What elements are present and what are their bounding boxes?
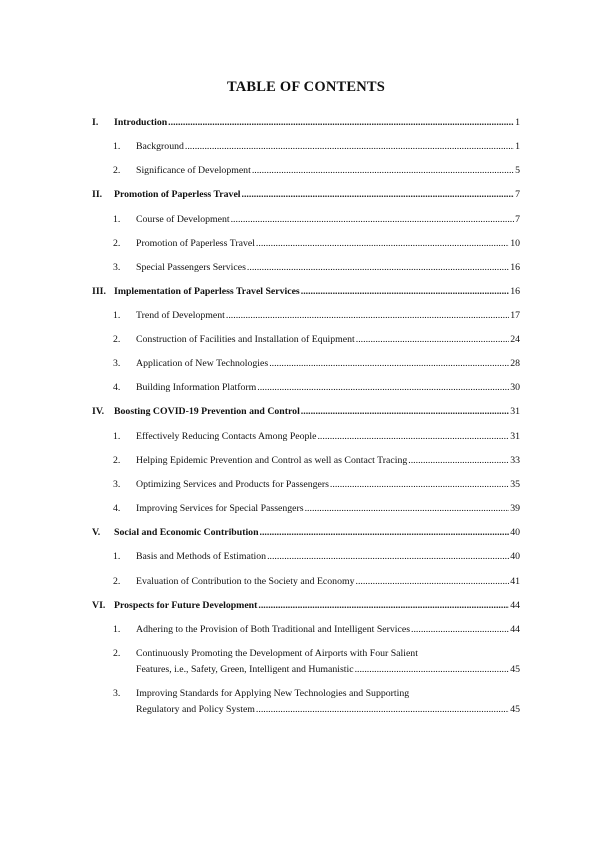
toc-entry-number: 1. [113, 431, 121, 442]
toc-entry-label: Construction of Facilities and Installation of Equipment [136, 334, 355, 345]
toc-entry-line [136, 454, 520, 468]
toc-entry-line [136, 550, 520, 564]
toc-section-entry[interactable] [92, 188, 520, 202]
toc-subsection-entry[interactable] [92, 213, 520, 227]
dot-leader [247, 261, 509, 275]
toc-entry-page-number: 28 [510, 358, 520, 369]
toc-section-entry[interactable] [92, 526, 520, 540]
toc-entry-number: 2. [113, 334, 121, 345]
toc-entry-label: Basis and Methods of Estimation [136, 551, 267, 562]
toc-entry-number: II. [92, 189, 103, 200]
toc-entry-line [136, 478, 520, 492]
toc-subsection-entry[interactable] [92, 357, 520, 371]
toc-entry-page-number: 44 [510, 624, 520, 635]
toc-subsection-entry[interactable] [92, 430, 520, 444]
dot-leader [408, 454, 509, 468]
toc-subsection-entry[interactable] [92, 647, 520, 677]
toc-section-entry[interactable] [92, 405, 520, 419]
toc-entry-page-number: 33 [510, 455, 520, 466]
toc-entry-line [136, 261, 520, 275]
toc-section-entry[interactable] [92, 599, 520, 613]
toc-entry-label: Prospects for Future Development [114, 600, 258, 611]
toc-entry-number: 4. [113, 503, 121, 514]
toc-section-entry[interactable] [92, 116, 520, 130]
dot-leader [356, 575, 510, 589]
toc-entry-line [114, 526, 520, 540]
dot-leader [260, 526, 510, 540]
toc-entry-number: 3. [113, 262, 121, 273]
dot-leader [258, 599, 509, 613]
toc-entry-line [114, 116, 520, 130]
dot-leader [355, 663, 510, 677]
toc-subsection-entry[interactable] [92, 140, 520, 154]
toc-entry-label: Background [136, 141, 184, 152]
dot-leader [411, 623, 509, 637]
toc-entry-line [136, 164, 520, 178]
toc-entry-label: Adhering to the Provision of Both Traditional and Intelligent Services [136, 624, 411, 635]
toc-entry-page-number: 7 [515, 214, 520, 225]
toc-section-entry[interactable] [92, 285, 520, 299]
toc-entry-label: Application of New Technologies [136, 358, 269, 369]
toc-entry-number: 3. [113, 688, 121, 699]
toc-entry-page-number: 30 [510, 382, 520, 393]
toc-entry-line [114, 285, 520, 299]
toc-entry-page-number: 31 [510, 431, 520, 442]
toc-subsection-entry[interactable] [92, 164, 520, 178]
toc-subsection-entry[interactable] [92, 333, 520, 347]
toc-entry-label: Evaluation of Contribution to the Society and Economy [136, 576, 355, 587]
toc-entry-label-line1: Continuously Promoting the Development of Airports with Four Salient [136, 648, 418, 659]
dot-leader [231, 213, 515, 227]
toc-entry-line [136, 703, 520, 717]
toc-entry-number: IV. [92, 406, 105, 417]
toc-entry-label: Effectively Reducing Contacts Among People [136, 431, 317, 442]
toc-entry-page-number: 16 [510, 262, 520, 273]
toc-entry-page-number: 41 [510, 576, 520, 587]
dot-leader [252, 164, 514, 178]
toc-entry-page-number: 40 [510, 527, 520, 538]
toc-entry-number: 4. [113, 382, 121, 393]
toc-entry-label: Promotion of Paperless Travel [136, 238, 255, 249]
toc-entry-number: 1. [113, 310, 121, 321]
dot-leader [301, 405, 509, 419]
page-title: TABLE OF CONTENTS [226, 79, 386, 95]
toc-entry-line [136, 502, 520, 516]
toc-entry-number: 2. [113, 238, 121, 249]
dot-leader [317, 430, 509, 444]
toc-subsection-entry[interactable] [92, 623, 520, 637]
toc-subsection-entry[interactable] [92, 261, 520, 275]
dot-leader [330, 478, 509, 492]
dot-leader [256, 237, 509, 251]
toc-subsection-entry[interactable] [92, 687, 520, 717]
toc-entry-line [136, 357, 520, 371]
toc-entry-number: 1. [113, 214, 121, 225]
toc-entry-number: 1. [113, 141, 121, 152]
toc-entry-line [114, 405, 520, 419]
dot-leader [301, 285, 509, 299]
toc-entry-page-number: 24 [510, 334, 520, 345]
toc-entry-number: 3. [113, 479, 121, 490]
dot-leader [269, 357, 509, 371]
toc-entry-page-number: 39 [510, 503, 520, 514]
dot-leader [305, 502, 510, 516]
toc-subsection-entry[interactable] [92, 381, 520, 395]
toc-entry-label: Features, i.e., Safety, Green, Intelligent and Humanistic [136, 664, 354, 675]
toc-entry-page-number: 35 [510, 479, 520, 490]
toc-entry-page-number: 5 [515, 165, 520, 176]
dot-leader [185, 140, 514, 154]
toc-subsection-entry[interactable] [92, 237, 520, 251]
toc-entry-line [136, 430, 520, 444]
toc-entry-label: Trend of Development [136, 310, 225, 321]
toc-entry-page-number: 45 [510, 704, 520, 715]
toc-entry-line [136, 309, 520, 323]
toc-entry-page-number: 44 [510, 600, 520, 611]
toc-entry-number: 2. [113, 576, 121, 587]
toc-entry-label: Implementation of Paperless Travel Services [114, 286, 300, 297]
toc-entry-number: 1. [113, 551, 121, 562]
dot-leader [168, 116, 514, 130]
toc-entry-number: 2. [113, 648, 121, 659]
toc-entry-label: Significance of Development [136, 165, 251, 176]
toc-subsection-entry[interactable] [92, 502, 520, 516]
toc-entry-page-number: 7 [515, 189, 520, 200]
toc-entry-number: VI. [92, 600, 106, 611]
toc-entry-page-number: 17 [510, 310, 520, 321]
toc-subsection-entry[interactable] [92, 550, 520, 564]
toc-entry-line [136, 575, 520, 589]
toc-entry-label: Introduction [114, 117, 168, 128]
toc-entry-number: 2. [113, 165, 121, 176]
toc-entry-label: Improving Services for Special Passengers [136, 503, 304, 514]
toc-entry-line [136, 140, 520, 154]
toc-entry-line [136, 213, 520, 227]
toc-entry-number: 1. [113, 624, 121, 635]
toc-entry-label-line1: Improving Standards for Applying New Technologies and Supporting [136, 688, 410, 699]
toc-entry-number: 2. [113, 455, 121, 466]
dot-leader [256, 703, 509, 717]
toc-entry-line [136, 663, 520, 677]
toc-entry-line [136, 333, 520, 347]
toc-entry-label: Regulatory and Policy System [136, 704, 255, 715]
toc-entry-line [114, 599, 520, 613]
toc-entry-label: Optimizing Services and Products for Passengers [136, 479, 329, 490]
toc-entry-page-number: 1 [515, 141, 520, 152]
toc-entry-label: Helping Epidemic Prevention and Control as well as Contact Tracing [136, 455, 408, 466]
toc-entry-label: Boosting COVID-19 Prevention and Control [114, 406, 300, 417]
toc-entry-page-number: 16 [510, 286, 520, 297]
dot-leader [356, 333, 509, 347]
toc-subsection-entry[interactable] [92, 575, 520, 589]
toc-entry-number: V. [92, 527, 101, 538]
toc-entry-page-number: 40 [510, 551, 520, 562]
toc-entry-label: Promotion of Paperless Travel [114, 189, 241, 200]
toc-entry-page-number: 45 [510, 664, 520, 675]
toc-entry-page-number: 1 [515, 117, 520, 128]
toc-entry-label: Building Information Platform [136, 382, 257, 393]
dot-leader [267, 550, 509, 564]
toc-entry-label: Social and Economic Contribution [114, 527, 259, 538]
toc-entry-label: Course of Development [136, 214, 230, 225]
toc-entry-line [136, 237, 520, 251]
toc-entry-number: I. [92, 117, 99, 128]
toc-entry-page-number: 10 [510, 238, 520, 249]
toc-subsection-entry[interactable] [92, 478, 520, 492]
dot-leader [226, 309, 509, 323]
toc-entry-number: III. [92, 286, 106, 297]
toc-subsection-entry[interactable] [92, 309, 520, 323]
toc-entry-page-number: 31 [510, 406, 520, 417]
dot-leader [242, 188, 515, 202]
toc-entry-line [136, 381, 520, 395]
toc-entry-label: Special Passengers Services [136, 262, 246, 273]
toc-entry-number: 3. [113, 358, 121, 369]
toc-entry-line [136, 623, 520, 637]
toc-entry-line [114, 188, 520, 202]
toc-subsection-entry[interactable] [92, 454, 520, 468]
dot-leader [257, 381, 509, 395]
